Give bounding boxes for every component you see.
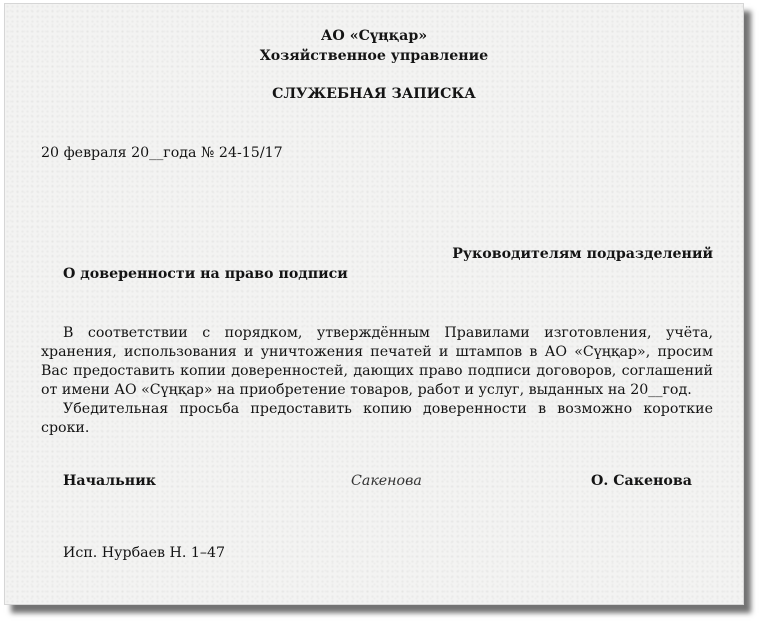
signer-name: О. Сакенова — [591, 473, 692, 489]
document-title: СЛУЖЕБНАЯ ЗАПИСКА — [272, 86, 476, 102]
executor-line: Исп. Нурбаев Н. 1–47 — [63, 545, 226, 561]
body-paragraph-1: В соответствии с порядком, утверждённым Правилами изготовления, учёта, хранения, использования и уничтожения печатей и штампов в АО «Сүңқар», просим Вас предоставить копии доверенностей, дающих право подписи договоров, соглашений от имени АО «Сүңқар» на приобретение товаров, работ и услуг, выданных на 20__год. — [41, 325, 713, 398]
date-and-number: 20 февраля 20__года № 24-15/17 — [41, 145, 283, 161]
memo-body — [41, 324, 713, 438]
organization-name: АО «Сүңқар» — [320, 28, 428, 44]
memo-page — [4, 3, 744, 605]
signer-position: Начальник — [63, 473, 156, 489]
handwritten-signature: Сакенова — [351, 473, 422, 489]
department-name: Хозяйственное управление — [259, 48, 489, 64]
addressee: Руководителям подразделений — [452, 246, 713, 262]
subject-line: О доверенности на право подписи — [63, 266, 348, 282]
body-paragraph-2: Убедительная просьба предоставить копию доверенности в возможно короткие сроки. — [41, 401, 713, 436]
